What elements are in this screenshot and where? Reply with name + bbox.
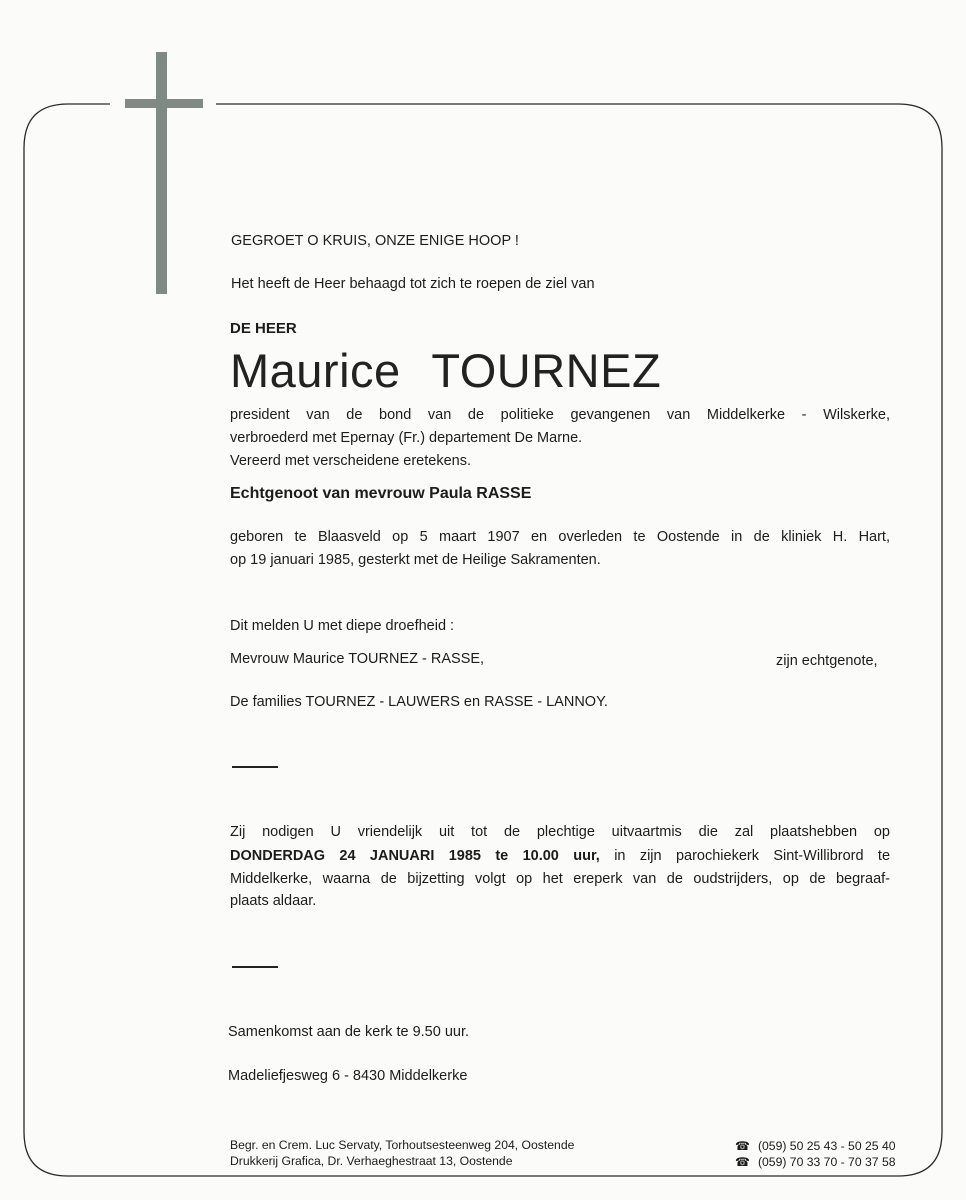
- footer-phone-1: [735, 1138, 896, 1154]
- footer-printer: Drukkerij Grafica, Dr. Verhaeghestraat 13, Oostende: [230, 1154, 513, 1168]
- deceased-name: Maurice TOURNEZ: [230, 344, 662, 397]
- birth-death-line-1: geboren te Blaasveld op 5 maart 1907 en overleden te Oostende in de kliniek H. Hart,: [230, 529, 890, 545]
- cross-bar: [125, 99, 203, 108]
- divider-1: [232, 766, 278, 768]
- telephone-icon: ☎: [735, 1139, 750, 1153]
- announce-intro: Dit melden U met diepe droefheid :: [230, 618, 455, 634]
- invitation-line-1: Zij nodigen U vriendelijk uit tot de plechtige uitvaartmis die zal plaatshebben op: [230, 824, 890, 840]
- invitation-line-3: Middelkerke, waarna de bijzetting volgt op het ereperk van de oudstrijders, op de begraaf-: [230, 871, 890, 887]
- footer-phone-2: [735, 1154, 896, 1170]
- intro-line: Het heeft de Heer behaagd tot zich te roepen de ziel van: [231, 276, 595, 292]
- announcer-name: Mevrouw Maurice TOURNEZ - RASSE,: [230, 651, 485, 667]
- funeral-date: DONDERDAG 24 JANUARI 1985 te 10.00 uur,: [230, 848, 600, 864]
- families-line: De families TOURNEZ - LAUWERS en RASSE - LANNOY.: [230, 694, 608, 710]
- spouse-line: Echtgenoot van mevrouw Paula RASSE: [230, 485, 532, 502]
- divider-2: [232, 966, 278, 968]
- title-prefix: DE HEER: [230, 320, 297, 337]
- invitation-line-2-rest: in zijn parochiekerk Sint-Willibrord te: [599, 848, 891, 864]
- gathering-line: Samenkomst aan de kerk te 9.50 uur.: [228, 1024, 469, 1040]
- invitation-line-2: [230, 847, 890, 865]
- cross-icon: [156, 52, 167, 294]
- greeting: GEGROET O KRUIS, ONZE ENIGE HOOP !: [231, 233, 519, 249]
- telephone-icon: ☎: [735, 1155, 750, 1169]
- invitation-line-4: plaats aldaar.: [230, 893, 317, 909]
- description-line-1: president van de bond van de politieke gevangenen van Middelkerke - Wilskerke,: [230, 407, 890, 423]
- announcer-relation: zijn echtgenote,: [776, 653, 878, 669]
- description-line-2: verbroederd met Epernay (Fr.) departement De Marne.: [230, 430, 583, 446]
- phone-number-1: (059) 50 25 43 - 50 25 40: [757, 1139, 896, 1153]
- phone-number-2: (059) 70 33 70 - 70 37 58: [757, 1155, 896, 1169]
- footer-undertaker: Begr. en Crem. Luc Servaty, Torhoutsesteenweg 204, Oostende: [230, 1138, 575, 1152]
- description-line-3: Vereerd met verscheidene eretekens.: [230, 453, 471, 469]
- birth-death-line-2: op 19 januari 1985, gesterkt met de Heilige Sakramenten.: [230, 552, 601, 568]
- address-line: Madeliefjesweg 6 - 8430 Middelkerke: [228, 1068, 468, 1084]
